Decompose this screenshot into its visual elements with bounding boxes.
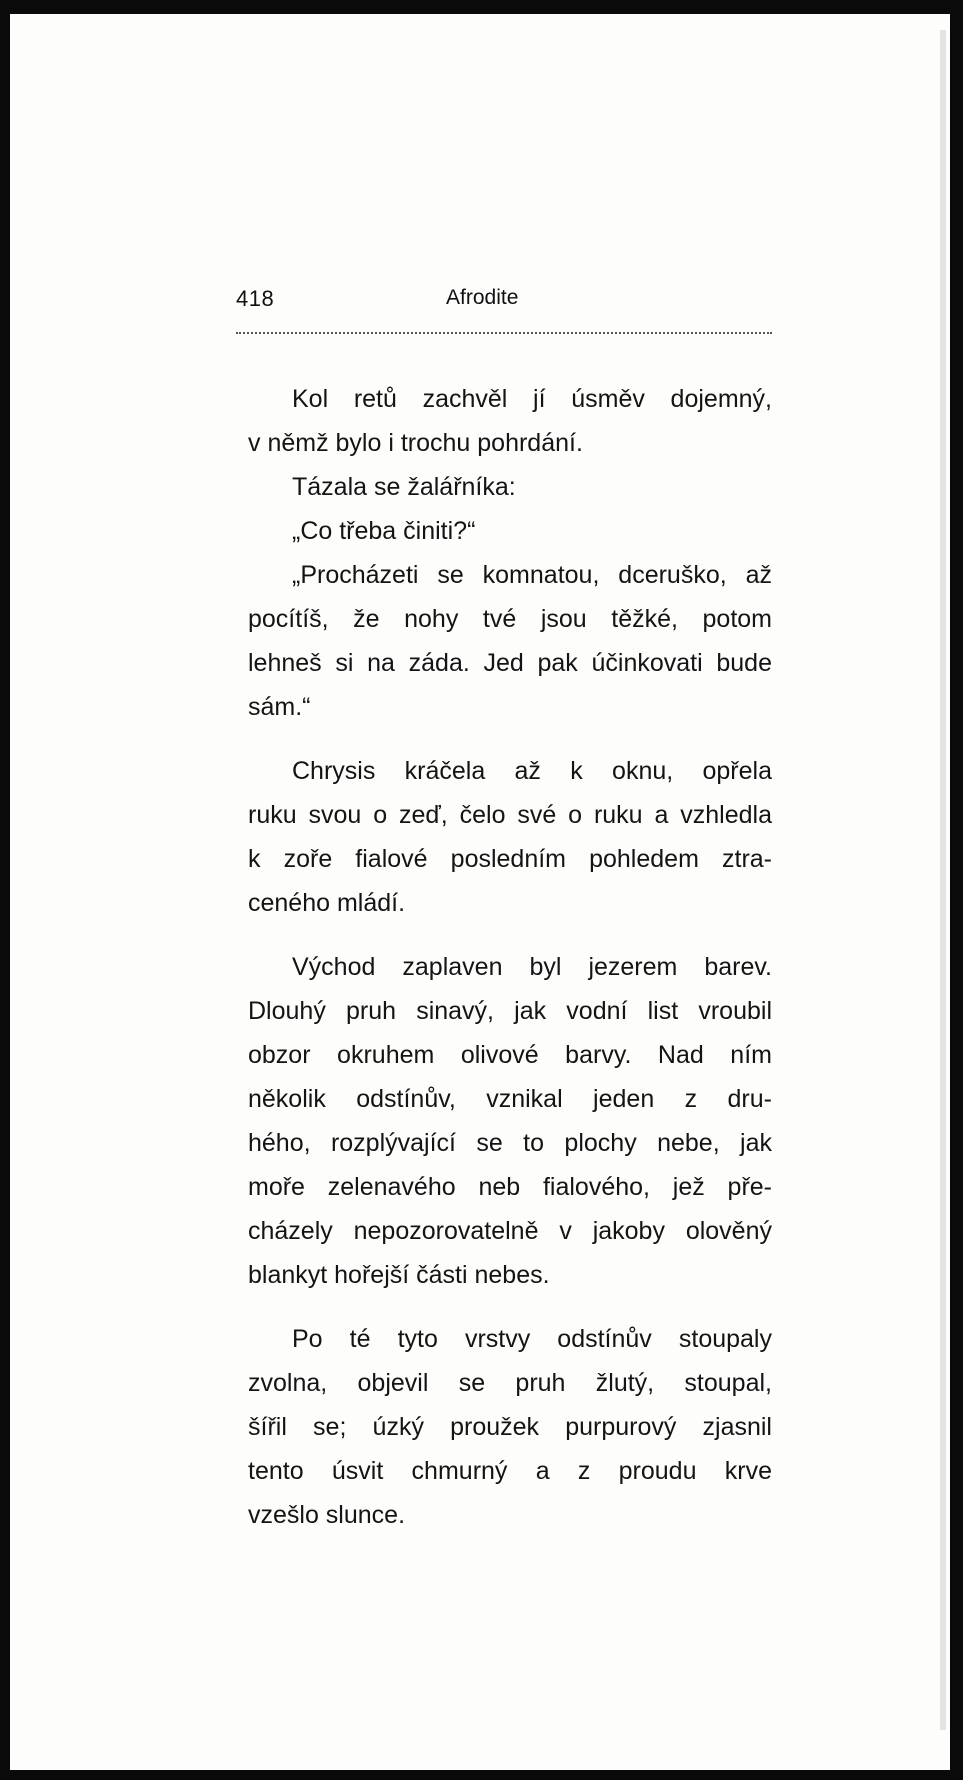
text-line: k zoře fialové posledním pohledem ztra- bbox=[248, 845, 772, 873]
text-line: v němž bylo i trochu pohrdání. bbox=[248, 429, 583, 457]
text-line: šířil se; úzký proužek purpurový zjasnil bbox=[248, 1413, 772, 1441]
paragraph bbox=[248, 509, 772, 553]
running-title: Afrodite bbox=[446, 286, 519, 309]
text-line: Po té tyto vrstvy odstínův stoupaly bbox=[292, 1325, 772, 1353]
paragraph bbox=[248, 1317, 772, 1537]
paragraph bbox=[248, 377, 772, 465]
text-line: Kol retů zachvěl jí úsměv dojemný, bbox=[292, 385, 772, 413]
text-line: několik odstínův, vznikal jeden z dru- bbox=[248, 1085, 772, 1113]
text-line: zvolna, objevil se pruh žlutý, stoupal, bbox=[248, 1369, 772, 1397]
page-header bbox=[236, 286, 772, 320]
text-line: „Co třeba činiti?“ bbox=[292, 517, 476, 545]
text-line: vzešlo slunce. bbox=[248, 1501, 406, 1529]
text-line: Východ zaplaven byl jezerem barev. bbox=[292, 953, 772, 981]
text-line: ruku svou o zeď, čelo své o ruku a vzhledla bbox=[248, 801, 772, 829]
text-line: Tázala se žalářníka: bbox=[292, 473, 516, 501]
paragraph bbox=[248, 945, 772, 1297]
text-line: blankyt hořejší části nebes. bbox=[248, 1261, 550, 1289]
text-line: cházely nepozorovatelně v jakoby olověný bbox=[248, 1217, 772, 1245]
header-rule bbox=[236, 332, 772, 334]
text-line: ceného mládí. bbox=[248, 889, 406, 917]
paragraph bbox=[248, 553, 772, 729]
text-line: tento úsvit chmurný a z proudu krve bbox=[248, 1457, 772, 1485]
text-line: „Procházeti se komnatou, dceruško, až bbox=[292, 561, 772, 589]
page-number: 418 bbox=[236, 286, 275, 311]
text-line: sám.“ bbox=[248, 693, 311, 721]
text-line: obzor okruhem olivové barvy. Nad ním bbox=[248, 1041, 772, 1069]
text-line: pocítíš, že nohy tvé jsou těžké, potom bbox=[248, 605, 772, 633]
text-line: lehneš si na záda. Jed pak účinkovati bude bbox=[248, 649, 772, 677]
paragraph bbox=[248, 465, 772, 509]
text-line: Chrysis kráčela až k oknu, opřela bbox=[292, 757, 772, 785]
text-line: moře zelenavého neb fialového, jež pře- bbox=[248, 1173, 772, 1201]
page-edge-shadow bbox=[940, 30, 946, 1730]
paragraph bbox=[248, 749, 772, 925]
text-line: hého, rozplývající se to plochy nebe, jak bbox=[248, 1129, 772, 1157]
text-line: Dlouhý pruh sinavý, jak vodní list vroubil bbox=[248, 997, 772, 1025]
body-text bbox=[248, 377, 772, 1537]
